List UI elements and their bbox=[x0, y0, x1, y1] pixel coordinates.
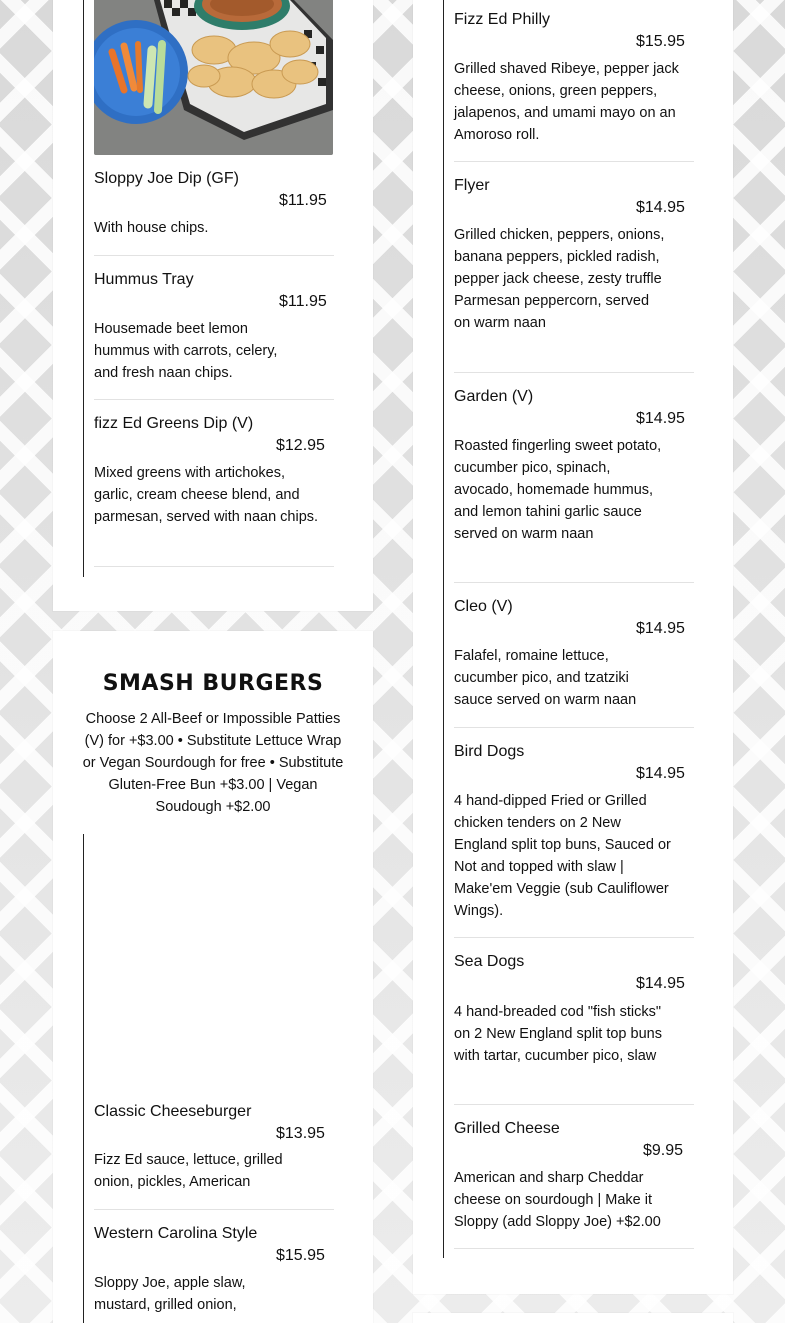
menu-item-classic-cheeseburger bbox=[94, 1102, 334, 1202]
item-separator bbox=[454, 937, 694, 938]
item-price: $14.95 bbox=[636, 975, 685, 992]
smash-burgers-card bbox=[53, 631, 373, 1323]
item-separator bbox=[454, 372, 694, 373]
item-name: Cleo (V) bbox=[454, 598, 513, 615]
item-price: $15.95 bbox=[636, 33, 685, 50]
dip-photo-image bbox=[94, 0, 333, 155]
item-separator bbox=[94, 566, 334, 567]
item-price: $9.95 bbox=[643, 1142, 684, 1159]
item-separator bbox=[94, 255, 334, 256]
item-description: Fizz Ed sauce, lettuce, grilled onion, pickles, American bbox=[94, 1152, 283, 1190]
dip-photo bbox=[94, 0, 333, 155]
menu-item-greens-dip bbox=[94, 414, 334, 564]
item-name: fizz Ed Greens Dip (V) bbox=[94, 415, 254, 432]
sandwiches-card bbox=[413, 0, 733, 1294]
item-price: $14.95 bbox=[636, 410, 685, 427]
item-name: Hummus Tray bbox=[94, 271, 194, 288]
menu-item-sloppy-joe-dip bbox=[94, 169, 334, 249]
menu-item-cleo bbox=[454, 597, 694, 717]
item-description: Grilled shaved Ribeye, pepper jack cheese, onions, green peppers, jalapenos, and umami mayo on an Amoroso roll. bbox=[454, 61, 679, 143]
item-name: Western Carolina Style bbox=[94, 1225, 258, 1242]
menu-item-bird-dogs bbox=[454, 742, 694, 927]
item-name: Bird Dogs bbox=[454, 743, 525, 760]
item-separator bbox=[94, 399, 334, 400]
item-name: Flyer bbox=[454, 177, 490, 194]
item-description: Grilled chicken, peppers, onions, banana peppers, pickled radish, pepper jack cheese, zesty truffle Parmesan peppercorn, served on warm naan bbox=[454, 227, 665, 331]
item-name: Sea Dogs bbox=[454, 953, 525, 970]
item-name: Fizz Ed Philly bbox=[454, 11, 551, 28]
menu-item-flyer bbox=[454, 176, 694, 361]
item-price: $13.95 bbox=[276, 1125, 325, 1142]
item-price: $12.95 bbox=[276, 437, 325, 454]
section-title: SMASH BURGERS bbox=[102, 671, 324, 696]
menu-item-western-carolina-style bbox=[94, 1224, 334, 1323]
menu-item-hummus-tray bbox=[94, 270, 334, 390]
item-price: $14.95 bbox=[636, 765, 685, 782]
item-price: $14.95 bbox=[636, 620, 685, 637]
item-description: Housemade beet lemon hummus with carrots, celery, and fresh naan chips. bbox=[94, 321, 278, 381]
item-name: Sloppy Joe Dip (GF) bbox=[94, 170, 239, 187]
item-price: $11.95 bbox=[279, 293, 327, 310]
item-separator bbox=[454, 1104, 694, 1105]
dips-divider-line bbox=[83, 0, 84, 577]
menu-item-fizz-ed-philly bbox=[454, 10, 694, 150]
item-name: Classic Cheeseburger bbox=[94, 1103, 252, 1120]
item-description: With house chips. bbox=[94, 220, 209, 236]
section-note: Choose 2 All-Beef or Impossible Patties (V) for +$3.00 • Substitute Lettuce Wrap or Vegan Sourdough for free • Substitute Gluten-Free Bun +$3.00 | Vegan Soudough +$2.00 bbox=[82, 711, 344, 815]
menu-item-grilled-cheese bbox=[454, 1119, 694, 1239]
item-description: Sloppy Joe, apple slaw, mustard, grilled onion, bbox=[94, 1275, 246, 1313]
menu-item-garden bbox=[454, 387, 694, 572]
item-separator bbox=[454, 161, 694, 162]
item-name: Grilled Cheese bbox=[454, 1120, 560, 1137]
item-price: $14.95 bbox=[636, 199, 685, 216]
item-description: Mixed greens with artichokes, garlic, cream cheese blend, and parmesan, served with naan chips. bbox=[94, 465, 319, 525]
item-separator bbox=[454, 1248, 694, 1249]
item-description: 4 hand-dipped Fried or Grilled chicken tenders on 2 New England split top buns, Sauced or Not and topped with slaw | Make'em Veggie (sub Cauliflower Wings). bbox=[454, 793, 671, 919]
item-description: Falafel, romaine lettuce, cucumber pico, and tzatziki sauce served on warm naan bbox=[454, 648, 637, 708]
dips-card bbox=[53, 0, 373, 611]
item-description: Roasted fingerling sweet potato, cucumber pico, spinach, avocado, homemade hummus, and lemon tahini garlic sauce served on warm naan bbox=[454, 438, 662, 542]
item-separator bbox=[94, 1209, 334, 1210]
sandwiches-divider-line bbox=[443, 0, 444, 1258]
item-description: 4 hand-breaded cod "fish sticks" on 2 New England split top buns with tartar, cucumber pico, slaw bbox=[454, 1004, 662, 1064]
item-description: American and sharp Cheddar cheese on sourdough | Make it Sloppy (add Sloppy Joe) +$2.00 bbox=[454, 1170, 661, 1230]
item-price: $11.95 bbox=[279, 192, 327, 209]
item-separator bbox=[454, 582, 694, 583]
burgers-divider-line bbox=[83, 834, 84, 1323]
item-name: Garden (V) bbox=[454, 388, 534, 405]
item-price: $15.95 bbox=[276, 1247, 325, 1264]
item-separator bbox=[454, 727, 694, 728]
next-section-card bbox=[413, 1313, 733, 1323]
menu-item-sea-dogs bbox=[454, 952, 694, 1092]
